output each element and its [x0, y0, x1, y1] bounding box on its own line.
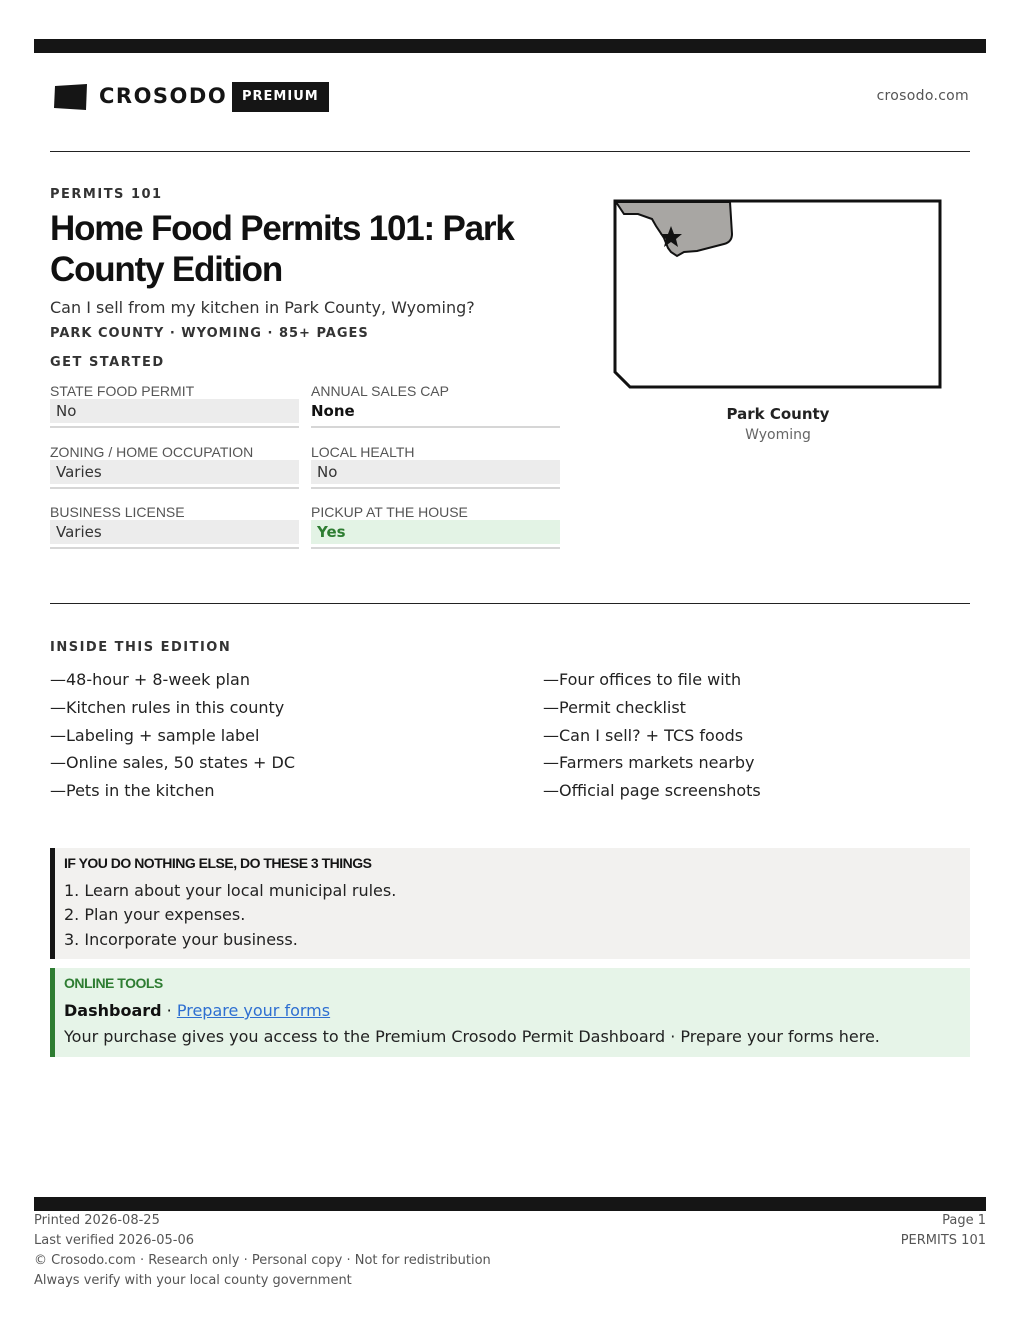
- fact-label: LOCAL HEALTH: [311, 444, 415, 460]
- online-tools-callout: [50, 968, 970, 1057]
- prepare-forms-link[interactable]: Prepare your forms: [176, 1001, 331, 1020]
- fact-business-license: [50, 504, 299, 566]
- fact-label: BUSINESS LICENSE: [50, 504, 185, 520]
- contents-list-right: [543, 666, 761, 805]
- fact-label: PICKUP AT THE HOUSE: [311, 504, 468, 520]
- callout-step: 3. Incorporate your business.: [64, 930, 298, 949]
- fact-zoning: [50, 444, 299, 506]
- header: [50, 78, 970, 118]
- top-bar: [34, 39, 986, 53]
- contents-item: —Online sales, 50 states + DC: [50, 753, 296, 773]
- copyright-notice: © Crosodo.com · Research only · Personal copy · Not for redistribution: [34, 1253, 491, 1268]
- map-state-name: Wyoming: [745, 427, 811, 443]
- fact-divider: [50, 487, 299, 489]
- edition-meta: PARK COUNTY · WYOMING · 85+ PAGES: [50, 326, 369, 341]
- bottom-bar: [34, 1197, 986, 1211]
- dashboard-description: Your purchase gives you access to the Premium Crosodo Permit Dashboard · Prepare your forms here.: [64, 1027, 880, 1046]
- map-county-name: Park County: [726, 405, 830, 423]
- contents-item: —Official page screenshots: [543, 781, 761, 801]
- callout-heading: IF YOU DO NOTHING ELSE, DO THESE 3 THINGS: [64, 855, 372, 871]
- printed-date: Printed 2026-08-25: [34, 1213, 160, 1228]
- fact-value: Varies: [50, 460, 299, 484]
- contents-heading: INSIDE THIS EDITION: [50, 640, 232, 655]
- series-name: PERMITS 101: [900, 1233, 986, 1248]
- dashboard-separator: ·: [161, 1001, 177, 1020]
- verify-disclaimer: Always verify with your local county government: [34, 1273, 352, 1288]
- contents-list-left: [50, 666, 295, 805]
- fact-divider: [50, 547, 299, 549]
- header-divider: [50, 151, 970, 152]
- brand-name: CROSODO: [99, 84, 228, 108]
- three-things-callout: [50, 848, 970, 959]
- fact-pickup: [311, 504, 560, 566]
- county-shape: [616, 202, 732, 256]
- contents-item: —Permit checklist: [543, 697, 686, 717]
- site-url[interactable]: crosodo.com: [876, 88, 969, 104]
- tools-heading: ONLINE TOOLS: [64, 975, 163, 991]
- page-title: Home Food Permits 101: Park County Edition: [50, 209, 514, 289]
- contents-item: —Kitchen rules in this county: [50, 697, 285, 717]
- get-started-heading: GET STARTED: [50, 355, 165, 370]
- contents-item: —Four offices to file with: [543, 670, 742, 689]
- fact-value: No: [311, 460, 560, 484]
- fact-label: ZONING / HOME OCCUPATION: [50, 444, 254, 460]
- dashboard-line: [64, 1001, 330, 1020]
- section-divider: [50, 603, 970, 604]
- fact-annual-sales-cap: [311, 383, 560, 445]
- contents-item: —Pets in the kitchen: [50, 781, 215, 801]
- fact-divider: [311, 426, 560, 428]
- page-number: Page 1: [942, 1213, 986, 1228]
- dashboard-label: Dashboard: [64, 1001, 162, 1020]
- contents-item: —48-hour + 8-week plan: [50, 670, 250, 689]
- contents-item: —Farmers markets nearby: [543, 753, 755, 773]
- kicker: PERMITS 101: [50, 187, 163, 202]
- fact-value: None: [311, 402, 355, 420]
- premium-badge: PREMIUM: [232, 82, 329, 112]
- verified-date: Last verified 2026-05-06: [34, 1233, 194, 1248]
- fact-state-food-permit: [50, 383, 299, 445]
- state-logo-icon: [54, 84, 88, 114]
- fact-value: Varies: [50, 520, 299, 544]
- state-map: [612, 198, 944, 391]
- fact-value: No: [50, 399, 299, 423]
- callout-step: 1. Learn about your local municipal rules.: [64, 881, 397, 900]
- fact-label: ANNUAL SALES CAP: [311, 383, 449, 399]
- fact-local-health: [311, 444, 560, 506]
- fact-label: STATE FOOD PERMIT: [50, 383, 195, 399]
- fact-divider: [50, 426, 299, 428]
- contents-item: —Can I sell? + TCS foods: [543, 725, 744, 745]
- fact-value: Yes: [311, 520, 560, 544]
- fact-divider: [311, 547, 560, 549]
- fact-divider: [311, 487, 560, 489]
- callout-step: 2. Plan your expenses.: [64, 905, 246, 924]
- page-subtitle: Can I sell from my kitchen in Park County, Wyoming?: [50, 298, 475, 317]
- contents-item: —Labeling + sample label: [50, 725, 260, 745]
